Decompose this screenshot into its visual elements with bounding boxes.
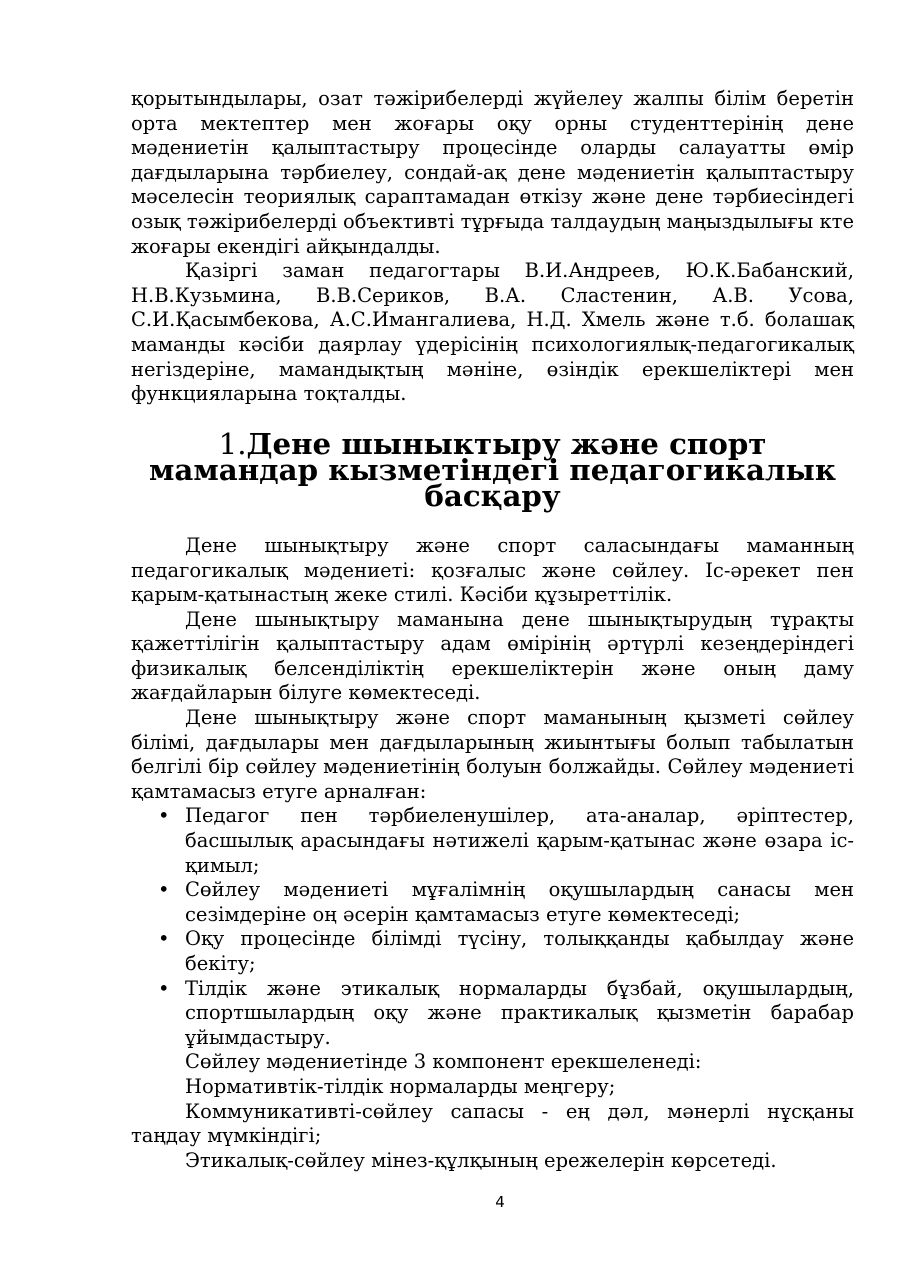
paragraph-modern-pedagogues: Қазіргі заман педагогтары В.И.Андреев, Ю.К.Бабанский, Н.В.Кузьмина, В.В.Сериков, В.А. Сластенин, А.В. Усова, С.И.Қасымбекова, А.С.Имангалиева, Н.Д. Хмель және т.б. болашақ маманды кәсіби даярлау үдерісінің психологиялық-педагогикалық негіздеріне, мамандықтың мәніне, өзіндік ерекшеліктері мен функцияларына тоқталды.: [131, 259, 854, 406]
section-number: 1.: [218, 427, 247, 462]
paragraph-ethical: Этикалық-сөйлеу мінез-құлқының ережелерін көрсетеді.: [185, 1148, 777, 1172]
section-title: Дене шыныктыру және спорт мамандар кызметіндегі педагогикалык басқару: [149, 427, 836, 514]
paragraph-speech-culture: Дене шынықтыру және спорт маманының қызметі сөйлеу білімі, дағдылары мен дағдыларының жиынтығы болып табылатын белгілі бір сөйлеу мәдениетінің болуын болжайды. Сөйлеу мәдениеті қамтамасыз етуге арналған:: [131, 706, 854, 803]
paragraph-three-components: Сөйлеу мәдениетінде 3 компонент ерекшеленеді:: [185, 1050, 702, 1074]
list-item-text: Оқу процесінде білімді түсіну, толыққанды қабылдау және бекіту;: [185, 927, 854, 975]
list-item: [131, 977, 854, 1051]
list-item: [131, 878, 854, 927]
list-item-text: Сөйлеу мәдениеті мұғалімнің оқушылардың санасы мен сезімдеріне оң әсерін қамтамасыз етуге көмектеседі;: [185, 878, 854, 926]
section-heading: [131, 427, 854, 514]
list-item: [131, 927, 854, 976]
bullet-icon: •: [158, 976, 170, 1000]
list-item-text: Тілдік және этикалық нормаларды бұзбай, оқушылардың, спортшылардың оқу және практикалық қызметін барабар ұйымдастыру.: [185, 976, 854, 1049]
paragraph-pedagogical-culture: Дене шынықтыру және спорт саласындағы маманның педагогикалық мәдениеті: қозғалыс және сөйлеу. Іс-әрекет пен қарым-қатынастың жеке стилі. Кәсіби құзыреттілік.: [131, 533, 854, 607]
bullet-icon: •: [158, 878, 170, 902]
bullet-list: [131, 804, 854, 1050]
paragraph-communicative: Коммуникативті-сөйлеу сапасы - ең дәл, мәнерлі нұсқаны таңдау мүмкіндігі;: [131, 1099, 854, 1148]
list-item-text: Педагог пен тәрбиеленушілер, ата-аналар, әріптестер, басшылық арасындағы нәтижелі қарым-қатынас және өзара іс-қимыл;: [185, 804, 854, 877]
document-page: [131, 87, 854, 1173]
bullet-icon: •: [158, 804, 170, 828]
paragraph-normative: Нормативтік-тілдік нормаларды меңгеру;: [185, 1074, 616, 1098]
paragraph-conclusions: қорытындылары, озат тәжірибелерді жүйелеу жалпы білім беретін орта мектептер мен жоғары оқу орны студенттерінің дене мәдениетін қалыптастыру процесінде оларды салауатты өмір дағдыларына тәрбиелеу, сондай-ақ дене мәдениетін қалыптастыру мәселесін теориялық сараптамадан өткізу және дене тәрбиесіндегі озық тәжірибелерді объективті тұрғыда талдаудың маңыздылығы кте жоғары екендігі айқындалды.: [131, 87, 854, 258]
paragraph-physical-activity: Дене шынықтыру маманына дене шынықтырудың тұрақты қажеттілігін қалыптастыру адам өмірінің әртүрлі кезеңдеріндегі физикалық белсенділіктің ерекшеліктерін және оның даму жағдайларын білуге көмектеседі.: [131, 607, 854, 705]
page-number: 4: [495, 1193, 505, 1211]
list-item: [131, 804, 854, 878]
bullet-icon: •: [158, 927, 170, 951]
